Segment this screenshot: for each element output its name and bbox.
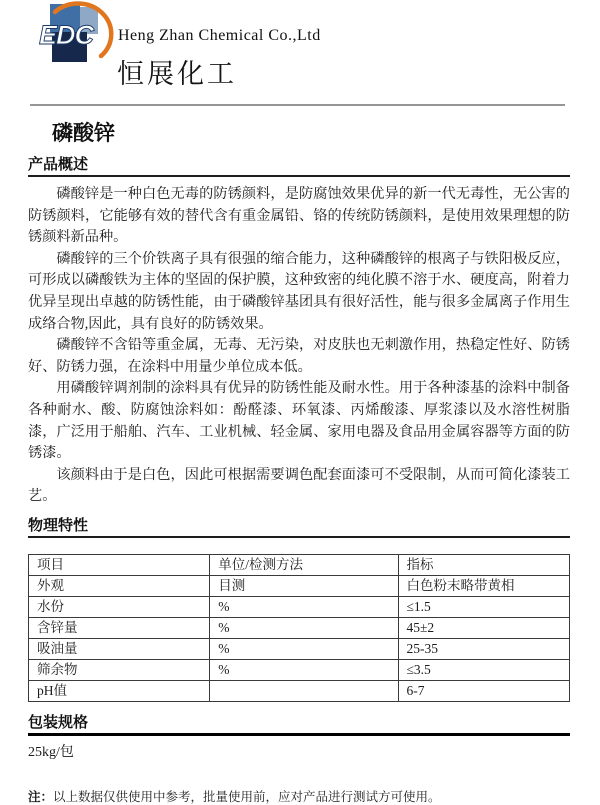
- footnote-text: 以上数据仅供使用中参考，批量使用前，应对产品进行测试方可使用。: [53, 789, 441, 804]
- table-cell: pH值: [29, 680, 210, 701]
- packaging-content: 25kg/包: [28, 744, 74, 760]
- overview-paragraph-5: 该颜料由于是白色，因此可根据需要调色配套面漆可不受限制，从而可简化漆装工艺。: [28, 466, 570, 505]
- table-cell: 筛余物: [29, 659, 210, 680]
- table-header-row: [29, 554, 570, 575]
- table-cell: %: [210, 659, 398, 680]
- table-cell: 6-7: [398, 680, 570, 701]
- table-cell: 25-35: [398, 638, 570, 659]
- overview-paragraph-1: 磷酸锌是一种白色无毒的防锈颜料，是防腐蚀效果优异的新一代无毒性，无公害的防锈颜料，它能够有效的替代含有重金属铅、铬的传统防锈颜料，是使用效果理想的防锈颜料新品种。: [28, 186, 570, 246]
- table-cell: 目测: [210, 575, 398, 596]
- table-cell: 含锌量: [29, 617, 210, 638]
- table-cell: 45±2: [398, 617, 570, 638]
- section-heading-properties: 物理特性: [28, 518, 570, 538]
- properties-table: [28, 554, 570, 702]
- table-cell: ≤3.5: [398, 659, 570, 680]
- table-cell: 白色粉末略带黄相: [398, 575, 570, 596]
- table-header-item: 项目: [29, 554, 210, 575]
- overview-paragraph-3: 磷酸锌不含铅等重金属，无毒、无污染，对皮肤也无刺激作用，热稳定性好、防锈好、防锈力强，在涂料中用量少单位成本低。: [28, 337, 570, 375]
- product-title: 磷酸锌: [52, 121, 115, 145]
- table-cell: [210, 680, 398, 701]
- section-heading-overview: 产品概述: [28, 157, 570, 177]
- table-row-ph: [29, 680, 570, 701]
- main-content: [0, 119, 600, 805]
- table-cell: 吸油量: [29, 638, 210, 659]
- table-cell: %: [210, 638, 398, 659]
- table-row-zinc-content: [29, 617, 570, 638]
- overview-paragraphs: [28, 184, 570, 508]
- table-row-sieve-residue: [29, 659, 570, 680]
- table-row-oil-absorption: [29, 638, 570, 659]
- table-cell: 外观: [29, 575, 210, 596]
- edc-logo-icon: [38, 3, 114, 63]
- company-name-en: Heng Zhan Chemical Co.,Ltd: [118, 27, 321, 44]
- section-heading-packaging: 包装规格: [28, 715, 570, 736]
- overview-paragraph-4: 用磷酸锌调剂制的涂料具有优异的防锈性能及耐水性。用于各种漆基的涂料中制备各种耐水、酸、防腐蚀涂料如：酚醛漆、环氧漆、丙烯酸漆、厚浆漆以及水溶性树脂漆，广泛用于船舶、汽车、工业机械、轻金属、家用电器及食品用金属容器等方面的防锈漆。: [28, 380, 570, 462]
- header-divider: [30, 104, 565, 106]
- table-row-moisture: [29, 596, 570, 617]
- overview-paragraph-2: 磷酸锌的三个价铁离子具有很强的缩合能力，这种磷酸锌的根离子与铁阳极反应，可形成以磷酸铁为主体的坚固的保护膜，这种致密的纯化膜不溶于水、硬度高，附着力优异呈现出卓越的防锈性能，由于磷酸锌基团具有很好活性，能与很多金属离子作用生成络合物,因此，具有良好的防锈效果。: [28, 250, 570, 332]
- table-cell: 水份: [29, 596, 210, 617]
- table-cell: ≤1.5: [398, 596, 570, 617]
- footnote-label: 注：: [28, 789, 54, 804]
- header: [0, 0, 600, 106]
- logo-text: EDC: [39, 20, 94, 50]
- company-name-zh: 恒展化工: [117, 59, 237, 89]
- footnote: [28, 789, 570, 805]
- table-header-index: 指标: [398, 554, 570, 575]
- table-cell: %: [210, 596, 398, 617]
- table-cell: %: [210, 617, 398, 638]
- table-row-appearance: [29, 575, 570, 596]
- table-header-unit-method: 单位/检测方法: [210, 554, 398, 575]
